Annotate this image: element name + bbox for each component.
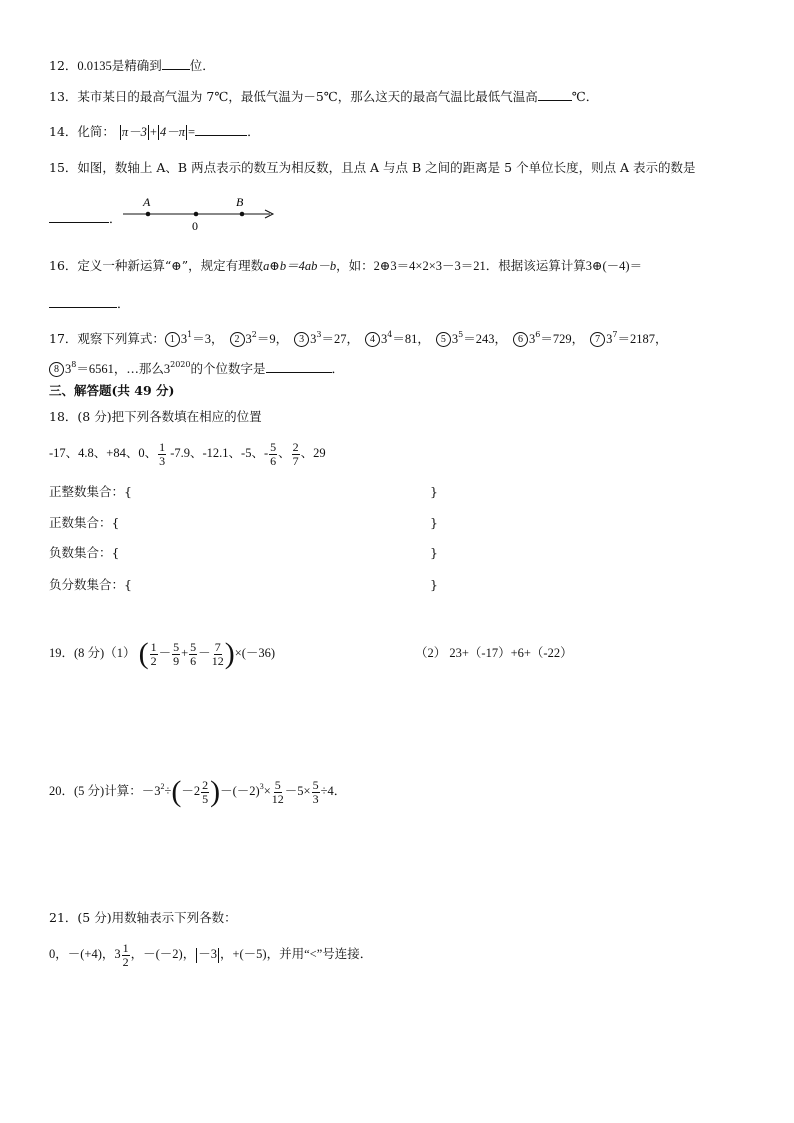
q20-term: －5× bbox=[284, 784, 311, 798]
circled-number: 4 bbox=[365, 332, 380, 347]
fraction-denominator: 7 bbox=[292, 453, 299, 468]
abs-bar bbox=[218, 948, 219, 963]
circled-number: 2 bbox=[230, 332, 245, 347]
q17-answer-blank[interactable] bbox=[266, 360, 332, 373]
question-17-line2 bbox=[49, 357, 344, 377]
q18-list-d: 、29 bbox=[300, 446, 326, 460]
q17-item bbox=[294, 331, 359, 346]
question-14: 14．化简： π－3 + 4－π = ． bbox=[49, 124, 260, 139]
fraction-denominator: 2 bbox=[150, 653, 157, 668]
q20-term: －3 bbox=[141, 784, 161, 798]
circled-number: 6 bbox=[513, 332, 528, 347]
fraction-denominator: 6 bbox=[190, 653, 197, 668]
set-close-brace: } bbox=[430, 515, 438, 530]
power-exponent: 7 bbox=[612, 330, 618, 339]
separator: ， bbox=[655, 331, 668, 346]
q18-list-b: -7.9、-12.1、-5、- bbox=[167, 446, 269, 460]
q12-number: 12． bbox=[49, 58, 78, 73]
q12-text-b: 位． bbox=[189, 58, 215, 73]
q18-number: 18． bbox=[49, 409, 78, 424]
question-17 bbox=[49, 327, 674, 347]
q17-item bbox=[230, 331, 289, 346]
q17-text-c: 的个位数字是 bbox=[190, 361, 266, 376]
operator: － bbox=[198, 646, 211, 660]
q12-answer-blank[interactable] bbox=[162, 57, 190, 70]
q15-answer-line bbox=[49, 210, 122, 227]
separator: ， bbox=[417, 331, 430, 346]
q13-text-a: 某市某日的最高气温为 7℃，最低气温为－5℃，那么这天的最高气温比最低气温高 bbox=[77, 89, 538, 104]
set-label: 正整数集合：{ bbox=[49, 484, 132, 499]
fraction-numerator: 5 bbox=[312, 777, 319, 792]
power-value: ＝9 bbox=[256, 332, 276, 346]
question-16 bbox=[49, 258, 642, 274]
fraction-numerator: 1 bbox=[150, 639, 157, 654]
paren-close: ) bbox=[224, 637, 235, 671]
fraction-numerator: 5 bbox=[274, 777, 281, 792]
fraction-numerator: 5 bbox=[270, 439, 277, 454]
q14-text: 化简： bbox=[77, 124, 115, 139]
power-base: 3 bbox=[529, 332, 536, 346]
power-exponent: 6 bbox=[535, 330, 541, 339]
q18-list-a: -17、4.8、+84、0、 bbox=[49, 446, 158, 460]
power-exponent: 5 bbox=[458, 330, 464, 339]
power-base: 3 bbox=[451, 332, 459, 346]
circled-number: 7 bbox=[590, 332, 605, 347]
q20-text: (5 分)计算： bbox=[74, 784, 142, 798]
power-value: ＝243 bbox=[463, 332, 495, 346]
q16-number: 16． bbox=[49, 258, 78, 273]
set-positive-numbers[interactable] bbox=[49, 515, 119, 531]
q15-text: 如图，数轴上 A、B 两点表示的数互为相反数，且点 A 与点 B 之间的距离是 5 个单位长度，则点 A 表示的数是 bbox=[77, 160, 696, 175]
q13-text-b: ℃． bbox=[571, 89, 599, 104]
fraction-denominator: 6 bbox=[270, 453, 277, 468]
question-20 bbox=[49, 770, 346, 808]
paren-open: ( bbox=[171, 775, 182, 809]
q18-list-c: 、 bbox=[278, 446, 291, 460]
set-close-brace: } bbox=[430, 484, 438, 499]
fraction-denominator: 12 bbox=[211, 653, 224, 668]
set-positive-integers[interactable] bbox=[49, 484, 132, 500]
q17-item bbox=[165, 331, 224, 346]
label-zero: 0 bbox=[192, 219, 198, 233]
q21-number-list bbox=[49, 938, 372, 970]
q16-text-a: 定义一种新运算“⊕”，规定有理数 bbox=[77, 258, 264, 273]
power-value: ＝81 bbox=[392, 332, 418, 346]
set-label: 负数集合：{ bbox=[49, 545, 120, 560]
point-b bbox=[240, 212, 245, 217]
fraction-numerator: 1 bbox=[159, 439, 166, 454]
paren-close: ) bbox=[210, 775, 221, 809]
q17-items bbox=[165, 331, 674, 346]
q20-term: ÷4． bbox=[320, 784, 347, 798]
q17-item bbox=[513, 331, 584, 346]
set-label: 正数集合：{ bbox=[49, 515, 120, 530]
circled-number: 1 bbox=[165, 332, 180, 347]
q17-item bbox=[590, 331, 667, 346]
fraction-denominator: 2 bbox=[122, 954, 129, 969]
q16-ask: 3⊕(－4)＝ bbox=[585, 259, 643, 273]
q16-definition: a⊕b＝4ab－b bbox=[263, 259, 337, 273]
q16-answer-blank[interactable] bbox=[49, 295, 117, 308]
point-a bbox=[146, 212, 151, 217]
q19-part-2: （2） 23+（-17）+6+（-22） bbox=[415, 646, 573, 660]
q16-example: 2⊕3＝4×2×3－3＝21 bbox=[373, 259, 486, 273]
q21-list-c: ，+(－5)，并用“<”号连接． bbox=[219, 947, 373, 961]
q16-answer-line bbox=[49, 295, 130, 312]
number-line-figure bbox=[115, 193, 280, 235]
circled-number: 3 bbox=[294, 332, 309, 347]
q16-text-b: ，如： bbox=[336, 258, 374, 273]
q21-text: (5 分)用数轴表示下列各数： bbox=[77, 910, 237, 925]
fraction-numerator: 2 bbox=[202, 777, 209, 792]
q17-text-b: ，…那么 bbox=[113, 361, 164, 376]
set-label: 负分数集合：{ bbox=[49, 577, 132, 592]
q14-expr-a: π－3 bbox=[121, 125, 147, 139]
power-value: ＝3 bbox=[192, 332, 212, 346]
power-exponent: 3 bbox=[316, 330, 322, 339]
operator: ÷ bbox=[164, 784, 172, 798]
power-exponent: 2 bbox=[251, 330, 257, 339]
power-base: 3 bbox=[606, 332, 613, 346]
q13-answer-blank[interactable] bbox=[538, 88, 572, 101]
abs-bar bbox=[158, 125, 159, 140]
q17-item bbox=[365, 331, 430, 346]
section-3-title: 三、解答题(共 49 分) bbox=[49, 383, 175, 398]
question-12 bbox=[49, 57, 215, 74]
q21-abs-value: －3 bbox=[198, 947, 217, 961]
set-close-brace: } bbox=[430, 545, 438, 560]
q19-multiplier: ×(－36) bbox=[234, 646, 276, 660]
circled-number: 8 bbox=[49, 362, 64, 377]
fraction-numerator: 5 bbox=[190, 639, 197, 654]
separator: ， bbox=[494, 331, 508, 346]
q21-list-a: 0，－(+4)，3 bbox=[49, 947, 121, 961]
q18-text: (8 分)把下列各数填在相应的位置 bbox=[77, 409, 262, 424]
q17-item bbox=[436, 331, 507, 346]
question-15 bbox=[49, 160, 696, 176]
q14-answer-blank[interactable] bbox=[195, 123, 247, 136]
q16-text-c: ．根据该运算计算 bbox=[485, 258, 586, 273]
power-base: 3 bbox=[180, 332, 188, 346]
q17-text: 观察下列算式： bbox=[77, 331, 165, 346]
operator: － bbox=[158, 646, 172, 660]
separator: ， bbox=[275, 331, 289, 346]
question-21 bbox=[49, 910, 237, 926]
exponent: 2 bbox=[160, 782, 165, 791]
q19-text: (8 分)（1） bbox=[74, 646, 136, 660]
abs-bar bbox=[148, 125, 149, 140]
q14-number: 14． bbox=[49, 124, 78, 139]
circled-number: 5 bbox=[436, 332, 451, 347]
q21-number: 21． bbox=[49, 910, 78, 925]
power-base: 3 bbox=[310, 332, 317, 346]
power-exponent: 8 bbox=[71, 360, 77, 369]
label-a: A bbox=[143, 195, 151, 209]
mixed-whole: －2 bbox=[181, 784, 201, 798]
fraction-denominator: 5 bbox=[202, 791, 209, 806]
separator: ， bbox=[346, 331, 360, 346]
q15-number: 15． bbox=[49, 160, 78, 175]
q20-number: 20． bbox=[49, 784, 75, 798]
q13-number: 13． bbox=[49, 89, 78, 104]
q15-answer-blank[interactable] bbox=[49, 210, 109, 223]
question-18 bbox=[49, 409, 262, 425]
paren-open: ( bbox=[138, 637, 149, 671]
fraction-numerator: 7 bbox=[214, 639, 221, 654]
power-value: ＝6561 bbox=[76, 362, 114, 376]
big-power-exponent: 2020 bbox=[170, 360, 191, 369]
separator: ， bbox=[211, 331, 224, 346]
power-base: 3 bbox=[381, 332, 388, 346]
abs-bar bbox=[120, 125, 121, 140]
fraction-denominator: 3 bbox=[312, 791, 319, 806]
power-exponent: 1 bbox=[187, 330, 193, 339]
abs-bar bbox=[186, 125, 187, 140]
q14-expr-b: 4－π bbox=[159, 125, 185, 139]
fraction-denominator: 12 bbox=[271, 791, 284, 806]
point-zero bbox=[194, 212, 199, 217]
q16-tail: ． bbox=[117, 296, 130, 311]
set-negative-numbers[interactable] bbox=[49, 545, 119, 561]
set-close-brace: } bbox=[430, 577, 438, 592]
q14-eq: = bbox=[188, 125, 196, 139]
power-value: ＝729 bbox=[540, 332, 572, 346]
q20-term: －(－2) bbox=[220, 784, 260, 798]
question-19 bbox=[49, 636, 275, 670]
big-power-base: 3 bbox=[163, 362, 171, 376]
q15-tail: ． bbox=[109, 211, 122, 226]
power-exponent: 4 bbox=[387, 330, 393, 339]
question-13 bbox=[49, 88, 598, 105]
separator: ， bbox=[571, 331, 585, 346]
fraction-denominator: 3 bbox=[159, 453, 166, 468]
q18-number-list bbox=[49, 438, 326, 468]
power-base: 3 bbox=[65, 362, 72, 376]
fraction-numerator: 1 bbox=[122, 940, 129, 955]
q19-number: 19． bbox=[49, 646, 75, 660]
operator: × bbox=[263, 784, 271, 798]
power-value: ＝27 bbox=[321, 332, 347, 346]
q12-text-a: 0.0135是精确到 bbox=[77, 59, 162, 73]
q17-number: 17． bbox=[49, 331, 78, 346]
q17-tail: ． bbox=[331, 361, 345, 376]
power-base: 3 bbox=[245, 332, 252, 346]
set-negative-fractions[interactable] bbox=[49, 577, 132, 593]
fraction-numerator: 2 bbox=[292, 439, 299, 454]
power-value: ＝2187 bbox=[617, 332, 656, 346]
label-b: B bbox=[236, 195, 244, 209]
fraction-denominator: 9 bbox=[173, 653, 180, 668]
operator: + bbox=[181, 646, 189, 660]
exponent: 3 bbox=[259, 782, 264, 791]
q21-list-b: ，－(－2)， bbox=[130, 947, 196, 961]
fraction-numerator: 5 bbox=[173, 639, 180, 654]
